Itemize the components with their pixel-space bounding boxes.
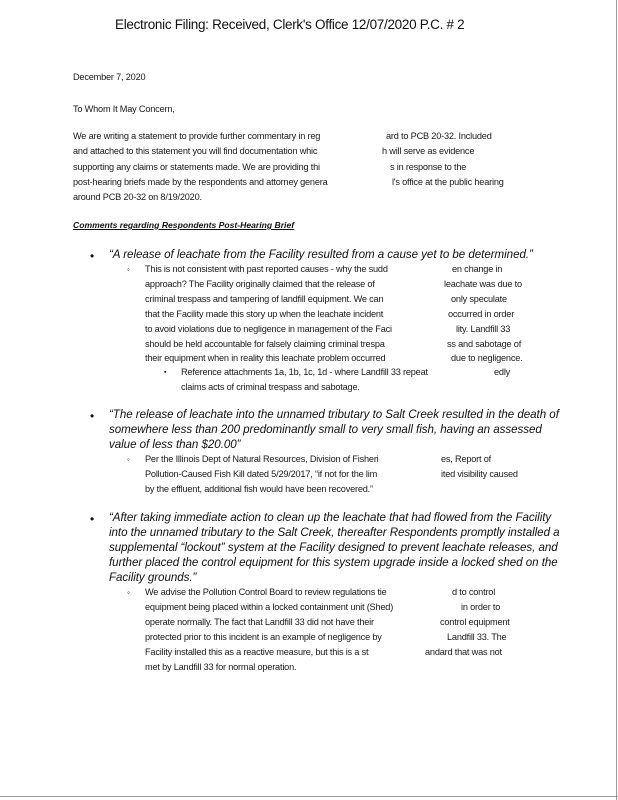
comment-line: ited visibility caused xyxy=(441,469,518,479)
comment-line: This is not consistent with past reported causes - why the sudd xyxy=(145,264,388,274)
comment-line: en change in xyxy=(452,264,503,274)
comment-line: control equipment xyxy=(440,617,510,627)
quote-text: “After taking immediate action to clean up the leachate that had flowed from the Facility xyxy=(109,511,552,524)
sub-bullet-glyph: ◦ xyxy=(127,588,130,597)
comment-line: We advise the Pollution Control Board to review regulations tie xyxy=(145,587,387,597)
page-border-bottom xyxy=(0,796,618,797)
filing-header: Electronic Filing: Received, Clerk's Office 12/07/2020 P.C. # 2 xyxy=(115,17,465,32)
section-heading: Comments regarding Respondents Post-Hearing Brief xyxy=(73,220,295,230)
comment-line: met by Landfill 33 for normal operation. xyxy=(145,662,297,672)
intro-line: h will serve as evidence xyxy=(382,146,475,156)
comment-line: equipment being placed within a locked containment unit (Shed) xyxy=(145,602,394,612)
bullet-glyph: • xyxy=(90,249,95,263)
sub-bullet-glyph: ◦ xyxy=(127,455,130,464)
letter-date: December 7, 2020 xyxy=(73,72,146,82)
comment-line: only speculate xyxy=(451,294,507,304)
comment-line: due to negligence. xyxy=(451,353,523,363)
intro-line: ard to PCB 20-32. Included xyxy=(386,131,492,141)
comment-line: to avoid violations due to negligence in management of the Faci xyxy=(145,324,392,334)
comment-line: andard that was not xyxy=(425,647,502,657)
comment-line: should be held accountable for falsely claiming criminal trespa xyxy=(145,339,385,349)
comment-line: criminal trespass and tampering of landfill equipment. We can xyxy=(145,294,384,304)
comment-line: by the effluent, additional fish would have been recovered.” xyxy=(145,484,373,494)
quote-text: Facility grounds.” xyxy=(109,571,197,584)
comment-line: d to control xyxy=(452,587,496,597)
square-bullet-glyph: ▪ xyxy=(164,369,167,376)
reference-line: edly xyxy=(494,367,511,377)
page-border-right xyxy=(616,0,617,800)
intro-line: post-hearing briefs made by the respondents and attorney genera xyxy=(73,177,328,187)
intro-line: l's office at the public hearing xyxy=(392,177,504,187)
reference-line: claims acts of criminal trespass and sabotage. xyxy=(181,382,360,392)
salutation: To Whom It May Concern, xyxy=(73,104,175,114)
quote-text: further placed the control equipment for this system upgrade inside a locked shed on the xyxy=(109,556,558,569)
intro-line: around PCB 20-32 on 8/19/2020. xyxy=(73,192,202,202)
comment-line: that the Facility made this story up when the leachate incident xyxy=(145,309,384,319)
intro-line: and attached to this statement you will find documentation whic xyxy=(73,146,318,156)
reference-line: Reference attachments 1a, 1b, 1c, 1d - where Landfill 33 repeat xyxy=(181,367,428,377)
comment-line: es, Report of xyxy=(441,454,491,464)
bullet-glyph: • xyxy=(90,409,95,423)
quote-text: supplemental “lockout” system at the Facility designed to prevent leachate releases, and xyxy=(109,541,558,554)
comment-line: Pollution-Caused Fish Kill dated 5/29/2017, “if not for the lim xyxy=(145,469,378,479)
comment-line: Landfill 33. The xyxy=(447,632,507,642)
quote-text: “The release of leachate into the unnamed tributary to Salt Creek resulted in the death of xyxy=(109,408,559,421)
comment-line: approach? The Facility originally claimed that the release of xyxy=(145,279,375,289)
comment-line: their equipment when in reality this leachate problem occurred xyxy=(145,353,386,363)
intro-line: We are writing a statement to provide further commentary in reg xyxy=(73,131,321,141)
comment-line: protected prior to this incident is an example of negligence by xyxy=(145,632,382,642)
intro-line: s in response to the xyxy=(390,162,467,172)
quote-text: into the unnamed tributary to the Salt Creek, thereafter Respondents promptly installed a xyxy=(109,526,560,539)
sub-bullet-glyph: ◦ xyxy=(127,265,130,274)
quote-text: “A release of leachate from the Facility resulted from a cause yet to be determined.” xyxy=(109,248,533,261)
intro-line: supporting any claims or statements made. We are providing thi xyxy=(73,162,320,172)
quote-text: somewhere less than 200 predominantly small to very small fish, having an assessed xyxy=(109,423,542,436)
comment-line: in order to xyxy=(461,602,501,612)
comment-line: lity. Landfill 33 xyxy=(456,324,511,334)
comment-line: Per the Illinois Dept of Natural Resources, Division of Fisheri xyxy=(145,454,379,464)
comment-line: ss and sabotage of xyxy=(447,339,522,349)
comment-line: leachate was due to xyxy=(444,279,522,289)
quote-text: value of less than $20.00” xyxy=(109,438,241,451)
comment-line: Facility installed this as a reactive measure, but this is a st xyxy=(145,647,369,657)
bullet-glyph: • xyxy=(90,512,95,526)
comment-line: occurred in order xyxy=(448,309,515,319)
comment-line: operate normally. The fact that Landfill 33 did not have their xyxy=(145,617,374,627)
